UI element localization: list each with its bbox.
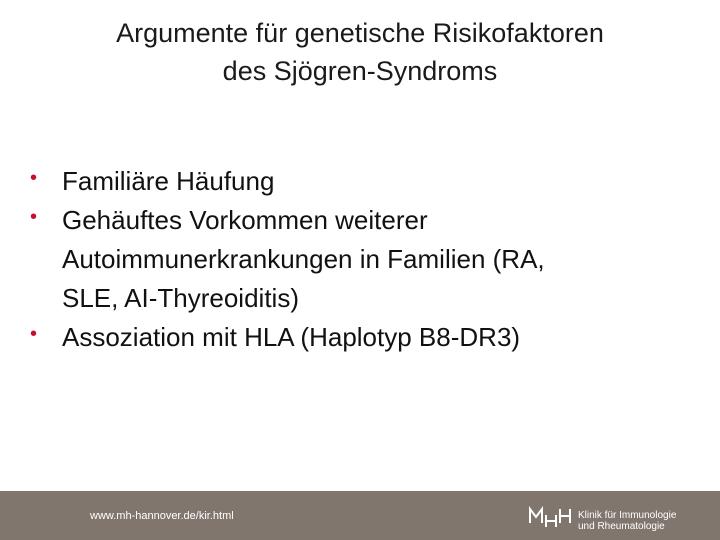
bullet-icon: • [30, 323, 38, 345]
logo-text-line: und Rheumatologie [578, 521, 665, 532]
bullet-text [62, 318, 700, 357]
bullet-text [62, 162, 700, 201]
bullet-item [30, 162, 700, 201]
bullet-line: Familiäre Häufung [62, 166, 275, 196]
slide-title-line: des Sjögren-Syndroms [222, 56, 498, 86]
mhh-logo-icon [528, 503, 574, 529]
bullet-list [30, 162, 700, 357]
slide-title-line: Argumente für genetische Risikofaktoren [116, 18, 604, 48]
slide-title [0, 14, 720, 90]
bullet-line: Autoimmunerkrankungen in Familien (RA, [62, 244, 545, 274]
logo-text [578, 510, 676, 532]
logo-text-line: Klinik für Immunologie [578, 510, 677, 521]
bullet-icon: • [30, 167, 38, 189]
bullet-line: Assoziation mit HLA (Haplotyp B8-DR3) [62, 322, 521, 352]
bullet-text [62, 201, 700, 318]
bullet-line: Gehäuftes Vorkommen weiterer [62, 205, 428, 235]
bullet-item [30, 318, 700, 357]
bullet-icon: • [30, 206, 38, 228]
bullet-item [30, 201, 700, 318]
footer-bar [0, 491, 720, 540]
bullet-line: SLE, AI-Thyreoiditis) [62, 283, 299, 313]
footer-url[interactable]: www.mh-hannover.de/kir.html [90, 510, 234, 522]
